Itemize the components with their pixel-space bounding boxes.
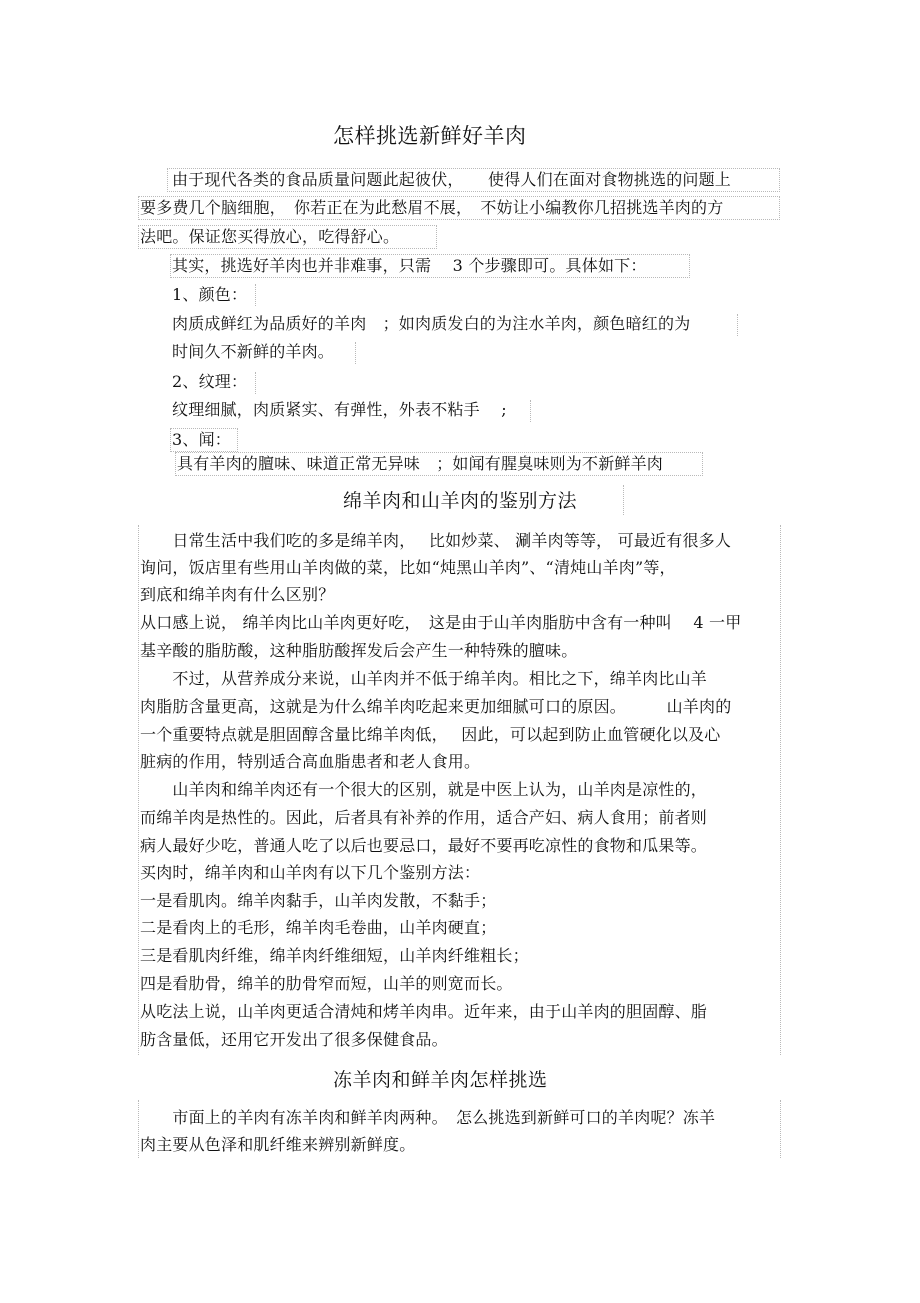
paragraph-line: 山羊肉和绵羊肉还有一个很大的区别，就是中医上认为，山羊肉是凉性的， [140,780,708,799]
frame-edge [780,1100,781,1158]
paragraph-line: 一是看肌肉。绵羊肉黏手，山羊肉发散，不黏手； [140,891,497,910]
section-heading: 绵羊肉和山羊肉的鉴别方法 [343,490,578,512]
frame-edge [138,525,139,1055]
paragraph-line: 从吃法上说，山羊肉更适合清炖和烤羊肉串。近年来，由于山羊肉的胆固醇、脂 [140,1002,708,1021]
paragraph-line: 二是看肉上的毛形，绵羊肉毛卷曲，山羊肉硬直； [140,918,497,937]
step-text: 时间久不新鲜的羊肉。 [172,342,335,361]
intro-line: 法吧。保证您买得放心，吃得舒心。 [140,227,400,246]
paragraph-line: 询问，饭店里有些用山羊肉做的菜，比如“炖黑山羊肉”、“清炖山羊肉”等， [140,558,676,577]
paragraph-line: 一个重要特点就是胆固醇含量比绵羊肉低， 因此，可以起到防止血管硬化以及心 [140,725,721,744]
paragraph-line: 三是看肌肉纤维，绵羊肉纤维细短，山羊肉纤维粗长； [140,946,529,965]
paragraph-line: 肉脂肪含量更高，这就是为什么绵羊肉吃起来更加细腻可口的原因。 山羊肉的 [140,697,732,716]
paragraph-line: 脏病的作用，特别适合高血脂患者和老人食用。 [140,752,481,771]
paragraph-line: 买肉时，绵羊肉和山羊肉有以下几个鉴别方法： [140,863,481,882]
paragraph-line: 病人最好少吃，普通人吃了以后也要忌口，最好不要再吃凉性的食物和瓜果等。 [140,836,708,855]
paragraph-line: 从口感上说， 绵羊肉比山羊肉更好吃， 这是由于山羊肉脂肪中含有一种叫 4 一甲 [140,613,742,632]
intro-line: 由于现代各类的食品质量问题此起彼伏， 使得人们在面对食物挑选的问题上 [172,170,732,189]
section-heading: 冻羊肉和鲜羊肉怎样挑选 [333,1069,548,1091]
step-text: 具有羊肉的膻味、味道正常无异味 ；如闻有腥臭味则为不新鲜羊肉 [177,454,664,473]
paragraph-line: 市面上的羊肉有冻羊肉和鲜羊肉两种。 怎么挑选到新鲜可口的羊肉呢？冻羊 [140,1108,716,1127]
frame-edge [737,314,738,336]
paragraph-line: 到底和绵羊肉有什么区别？ [140,585,335,604]
paragraph-line: 不过，从营养成分来说，山羊肉并不低于绵羊肉。相比之下，绵羊肉比山羊 [140,669,708,688]
step-text: 纹理细腻，肉质紧实、有弹性，外表不粘手 ; [172,400,507,419]
page-title: 怎样挑选新鲜好羊肉 [333,124,527,148]
intro-line: 要多费几个脑细胞， 你若正在为此愁眉不展， 不妨让小编教你几招挑选羊肉的方 [140,198,724,217]
paragraph-line: 基辛酸的脂肪酸，这种脂肪酸挥发后会产生一种特殊的膻味。 [140,641,578,660]
step-heading-smell: 3、闻： [172,430,231,449]
frame-edge [623,485,624,515]
step-heading-texture: 2、纹理： [172,372,248,391]
paragraph-line: 而绵羊肉是热性的。因此，后者具有补养的作用，适合产妇、病人食用；前者则 [140,808,708,827]
paragraph-line: 日常生活中我们吃的多是绵羊肉， 比如炒菜、 涮羊肉等等， 可最近有很多人 [140,531,732,550]
frame-edge [255,284,256,306]
step-heading-color: 1、颜色： [172,285,248,304]
step-text: 肉质成鲜红为品质好的羊肉 ；如肉质发白的为注水羊肉，颜色暗红的为 [172,314,691,333]
frame-edge [355,342,356,364]
paragraph-line: 四是看肋骨，绵羊的肋骨窄而短，山羊的则宽而长。 [140,974,513,993]
frame-edge [530,400,531,422]
frame-edge [138,1100,139,1158]
steps-intro: 其实，挑选好羊肉也并非难事，只需 3 个步骤即可。具体如下： [172,256,647,275]
frame-edge [780,525,781,1055]
frame-edge [255,372,256,394]
paragraph-line: 肪含量低，还用它开发出了很多保健食品。 [140,1030,448,1049]
paragraph-line: 肉主要从色泽和肌纤维来辨别新鲜度。 [140,1135,416,1154]
